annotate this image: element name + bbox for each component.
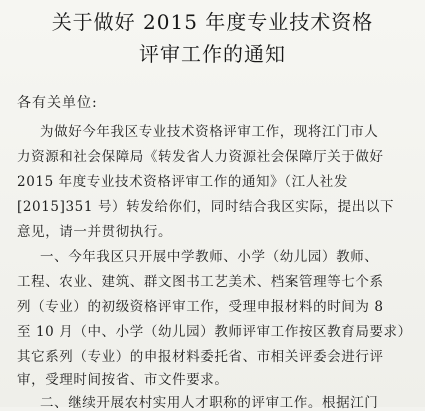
- body-line: 工程、农业、建筑、群文图书工艺美术、档案管理等七个系: [17, 274, 384, 290]
- body-line: 力资源和社会保障局《转发省人力资源社会保障厅关于做好: [17, 149, 384, 165]
- body-line: 一、今年我区只开展中学教师、小学（幼儿园）教师、: [40, 249, 379, 265]
- body-line: 审，受理时间按省、市文件要求。: [17, 372, 229, 388]
- body-line: 2015 年度专业技术资格评审工作的通知》（江人社发: [17, 174, 348, 190]
- body-line: 列（专业）的初级资格评审工作，受理申报材料的时间为 8: [17, 299, 384, 315]
- body-line: 二、继续开展农村实用人才职称的评审工作。根据江门: [40, 395, 379, 411]
- document-title-line-1: 关于做好 2015 年度专业技术资格: [51, 10, 374, 34]
- body-line: 其它系列（专业）的申报材料委托省、市相关评委会进行评: [17, 349, 384, 365]
- body-line: 至 10 月（中、小学（幼儿园）教师评审工作按区教育局要求）: [17, 324, 412, 340]
- document-title-line-2: 评审工作的通知: [139, 42, 286, 66]
- salutation: 各有关单位:: [17, 95, 98, 111]
- body-line: 意见，请一并贯彻执行。: [17, 224, 173, 240]
- body-line: [2015]351 号）转发给你们，同时结合我区实际，提出以下: [17, 199, 395, 215]
- body-line: 为做好今年我区专业技术资格评审工作，现将江门市人: [40, 124, 379, 140]
